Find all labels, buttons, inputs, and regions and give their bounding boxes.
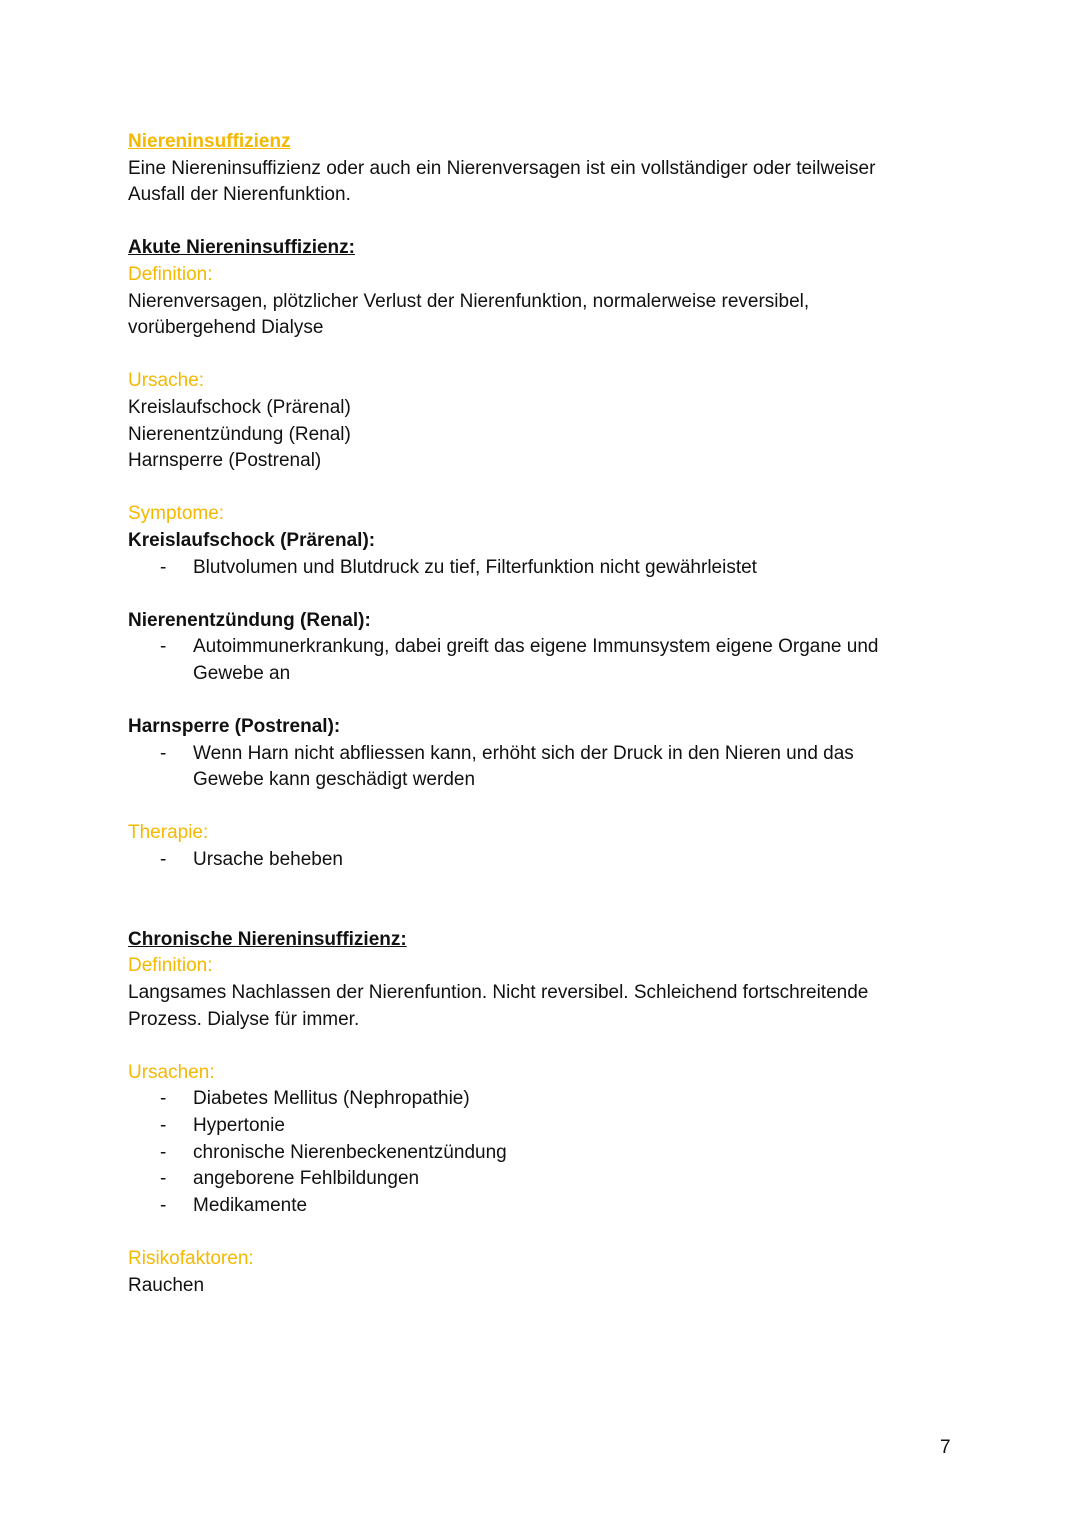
chronic-causes-label: Ursachen: xyxy=(128,1061,215,1083)
symptom-group-heading: Harnsperre (Postrenal): xyxy=(128,716,341,738)
bullet-dash: - xyxy=(160,556,167,578)
symptom-bullet-continuation xyxy=(128,661,948,688)
acute-symptoms-label: Symptome: xyxy=(128,503,225,525)
page-number: 7 xyxy=(940,1437,951,1458)
symptom-group-heading: Nierenentzündung (Renal): xyxy=(128,609,371,631)
bullet-dash: - xyxy=(160,1194,167,1216)
acute-cause-label: Ursache: xyxy=(128,370,205,392)
bullet-dash: - xyxy=(160,1168,167,1190)
acute-therapy-label: Therapie: xyxy=(128,822,209,844)
chronic-definition-label: Definition: xyxy=(128,955,213,977)
chronic-definition-line: Prozess. Dialyse für immer. xyxy=(128,1008,360,1030)
bullet-dash: - xyxy=(160,742,167,764)
cause-bullet xyxy=(128,1086,948,1113)
bullet-text: chronische Nierenbeckenentzündung xyxy=(193,1141,507,1163)
acute-heading: Akute Niereninsuffizienz: xyxy=(128,237,355,259)
acute-definition-line: Nierenversagen, plötzlicher Verlust der Nierenfunktion, normalerweise reversibel, xyxy=(128,290,810,312)
bullet-text: angeborene Fehlbildungen xyxy=(193,1168,420,1190)
bullet-dash: - xyxy=(160,1141,167,1163)
acute-cause-item: Nierenentzündung (Renal) xyxy=(128,423,351,445)
symptom-group-heading: Kreislaufschock (Prärenal): xyxy=(128,529,376,551)
bullet-dash: - xyxy=(160,1114,167,1136)
acute-cause-item: Kreislaufschock (Prärenal) xyxy=(128,396,351,418)
bullet-text: Autoimmunerkrankung, dabei greift das eigene Immunsystem eigene Organe und xyxy=(193,636,879,658)
cause-bullet xyxy=(128,1193,948,1220)
bullet-text: Hypertonie xyxy=(193,1114,285,1136)
symptom-bullet-continuation xyxy=(128,767,948,794)
chronic-definition-line: Langsames Nachlassen der Nierenfuntion. Nicht reversibel. Schleichend fortschreitende xyxy=(128,982,869,1003)
symptom-bullet xyxy=(128,634,948,661)
bullet-text: Blutvolumen und Blutdruck zu tief, Filterfunktion nicht gewährleistet xyxy=(193,556,757,578)
bullet-text: Diabetes Mellitus (Nephropathie) xyxy=(193,1088,470,1110)
bullet-text: Medikamente xyxy=(193,1194,308,1216)
bullet-text: Gewebe an xyxy=(193,662,291,684)
bullet-text: Wenn Harn nicht abfliessen kann, erhöht sich der Druck in den Nieren und das xyxy=(193,742,854,764)
intro-line: Eine Niereninsuffizienz oder auch ein Nierenversagen ist ein vollständiger oder teilweiser xyxy=(128,157,876,179)
risk-factor-item: Rauchen xyxy=(128,1274,205,1296)
cause-bullet xyxy=(128,1140,948,1167)
document-title: Niereninsuffizienz xyxy=(128,131,291,152)
therapy-bullet xyxy=(128,847,948,874)
intro-line: Ausfall der Nierenfunktion. xyxy=(128,184,351,206)
cause-bullet xyxy=(128,1166,948,1193)
risk-factors-label: Risikofaktoren: xyxy=(128,1247,254,1269)
chronic-heading: Chronische Niereninsuffizienz: xyxy=(128,928,407,950)
document-body xyxy=(128,129,948,1299)
bullet-dash: - xyxy=(160,849,167,871)
symptom-bullet xyxy=(128,741,948,768)
cause-bullet xyxy=(128,1113,948,1140)
bullet-text: Ursache beheben xyxy=(193,849,343,871)
bullet-dash: - xyxy=(160,1088,167,1110)
acute-cause-item: Harnsperre (Postrenal) xyxy=(128,450,322,472)
acute-definition-line: vorübergehend Dialyse xyxy=(128,317,324,339)
acute-definition-label: Definition: xyxy=(128,263,213,285)
bullet-text: Gewebe kann geschädigt werden xyxy=(193,769,476,791)
bullet-dash: - xyxy=(160,636,167,658)
symptom-bullet xyxy=(128,555,948,582)
